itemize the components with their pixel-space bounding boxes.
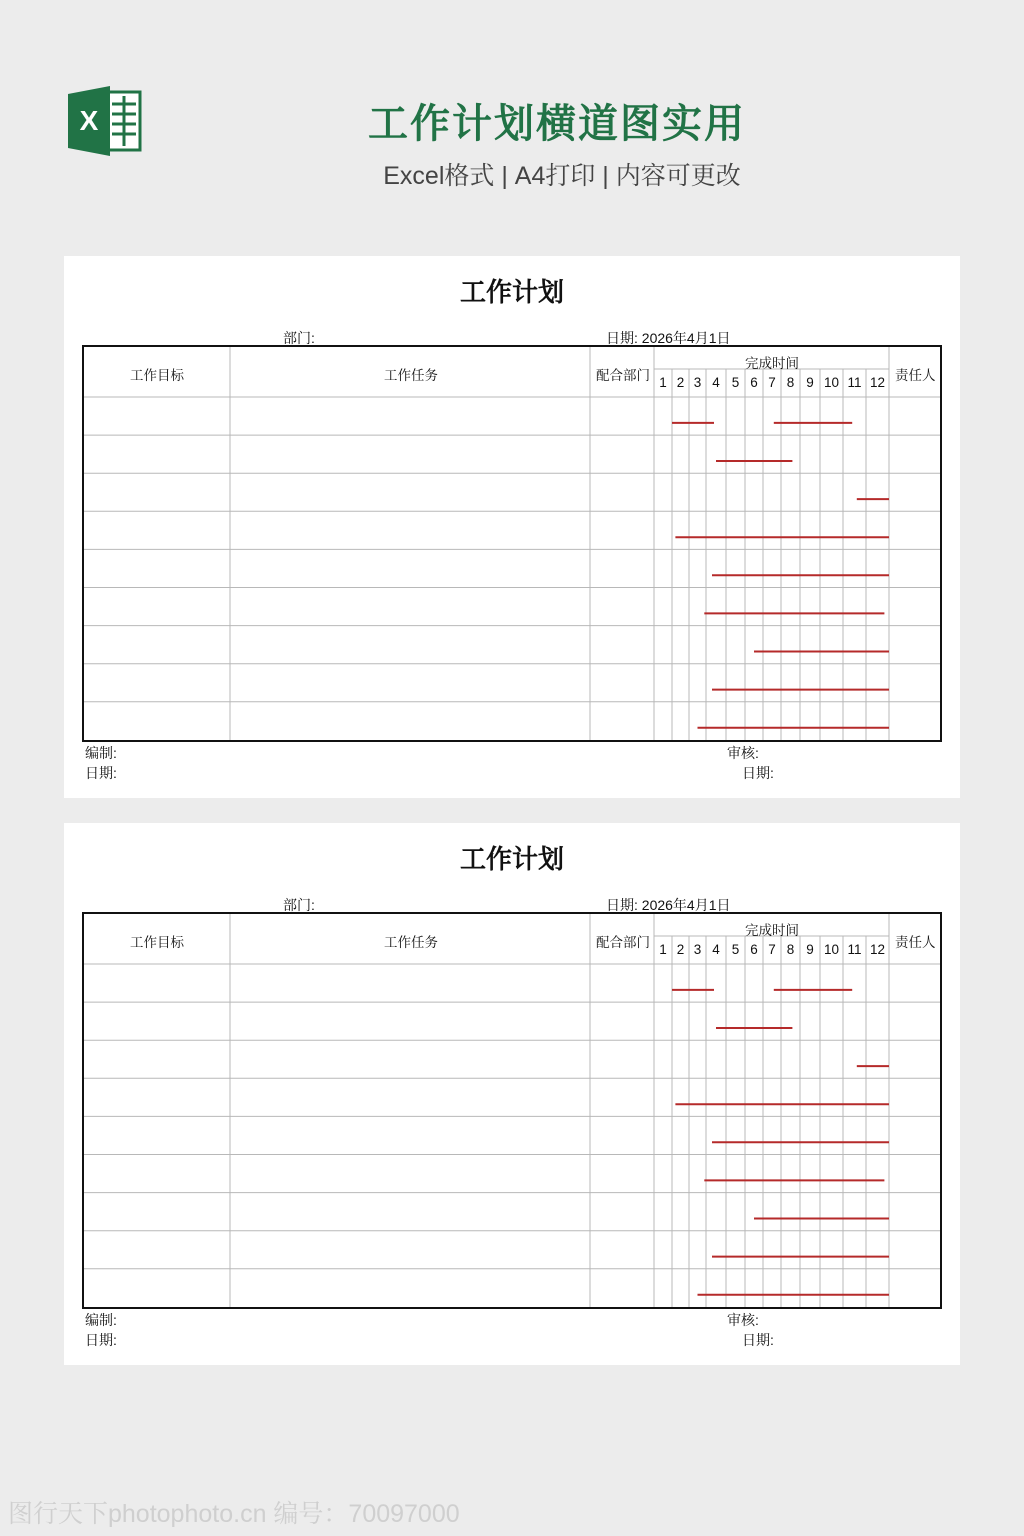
page-subtitle: Excel格式 | A4打印 | 内容可更改 [383, 162, 741, 190]
month-label: 1 [659, 375, 667, 390]
footer-editor: 编制: [85, 1312, 117, 1328]
month-label: 3 [693, 942, 702, 957]
department-label: 部门: [283, 330, 315, 346]
month-label: 4 [712, 942, 720, 957]
month-label: 12 [869, 942, 886, 957]
footer-editor: 编制: [85, 745, 117, 761]
month-label: 2 [676, 375, 685, 390]
footer-date-right: 日期: [742, 1332, 774, 1348]
header-task: 工作任务 [384, 368, 438, 383]
month-label: 7 [768, 375, 776, 390]
footer-date-left: 日期: [85, 765, 117, 781]
month-label: 9 [806, 942, 814, 957]
header-goal: 工作目标 [130, 368, 184, 383]
month-label: 11 [847, 942, 862, 957]
header-owner: 责任人 [895, 368, 936, 383]
gantt-table [82, 345, 942, 742]
header-dept: 配合部门 [596, 935, 650, 950]
month-label: 6 [750, 375, 758, 390]
month-label: 3 [693, 375, 702, 390]
header-time: 完成时间 [745, 923, 799, 938]
month-label: 7 [768, 942, 776, 957]
month-label: 10 [823, 942, 840, 957]
month-label: 1 [659, 942, 667, 957]
watermark-text: 图行天下photophoto.cn 编号：70097000 [8, 1500, 460, 1528]
header-goal: 工作目标 [130, 935, 184, 950]
page-title: 工作计划横道图实用 [368, 102, 746, 146]
footer-reviewer: 审核: [727, 1312, 759, 1328]
header-task: 工作任务 [384, 935, 438, 950]
month-label: 8 [786, 942, 795, 957]
footer-date-right: 日期: [742, 765, 774, 781]
month-label: 5 [731, 942, 740, 957]
sheet-title: 工作计划 [459, 844, 564, 874]
month-label: 8 [786, 375, 795, 390]
header-dept: 配合部门 [596, 368, 650, 383]
month-label: 4 [712, 375, 720, 390]
department-label: 部门: [283, 897, 315, 913]
date-label: 日期: 2026年4月1日 [606, 897, 731, 913]
month-label: 12 [869, 375, 886, 390]
month-label: 10 [823, 375, 840, 390]
header-owner: 责任人 [895, 935, 936, 950]
footer-date-left: 日期: [85, 1332, 117, 1348]
date-label: 日期: 2026年4月1日 [606, 330, 731, 346]
month-label: 6 [750, 942, 758, 957]
month-label: 11 [847, 375, 862, 390]
month-label: 2 [676, 942, 685, 957]
gantt-table [82, 912, 942, 1309]
plan-sheet-2 [64, 823, 960, 1365]
sheet-title: 工作计划 [459, 277, 564, 307]
plan-sheet-1 [64, 256, 960, 798]
month-label: 9 [806, 375, 814, 390]
month-label: 5 [731, 375, 740, 390]
footer-reviewer: 审核: [727, 745, 759, 761]
header-time: 完成时间 [745, 356, 799, 371]
excel-logo-letter: X [79, 105, 99, 136]
